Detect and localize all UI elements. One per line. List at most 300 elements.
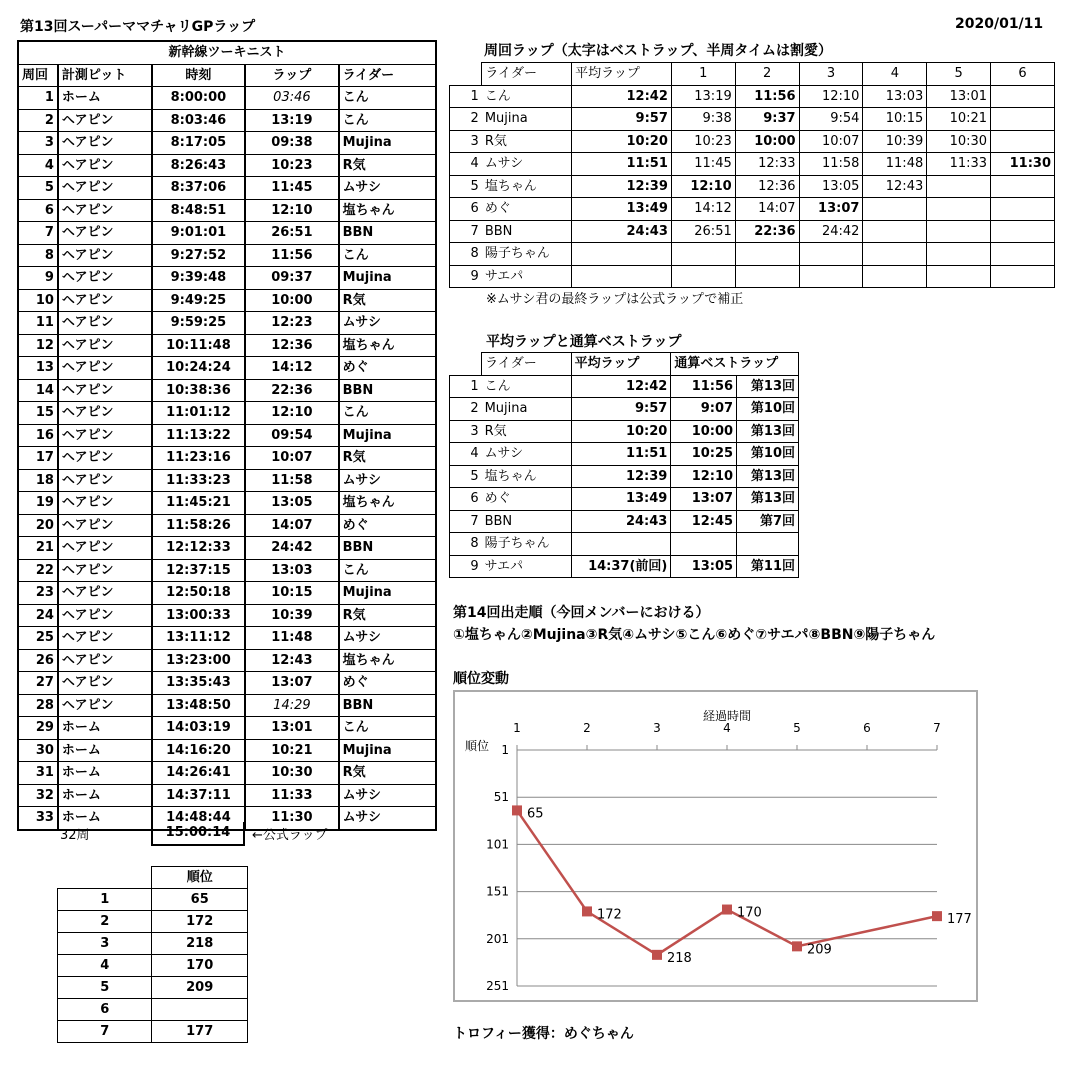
lbr-lap: 11:58 [799,153,863,176]
best-rider: ムサシ [482,443,572,466]
lap-row [18,492,436,515]
lap-clock-time: 12:12:33 [152,537,246,560]
lap-row [18,199,436,222]
lap-pit: ヘアピン [58,627,152,650]
lbr-no: 8 [450,243,482,266]
lap-row [18,582,436,605]
lap-rider: 塩ちゃん [339,492,436,515]
lbr-no: 5 [450,175,482,198]
lap-clock-time: 14:16:20 [152,739,246,762]
lbr-lap: 24:42 [799,220,863,243]
lbr-rider: めぐ [482,198,572,221]
lap-number: 30 [18,739,58,762]
lap-time: 13:01 [245,717,338,740]
rank-hour: 7 [58,1021,152,1043]
rank-point [512,805,522,815]
lbr-lap [927,175,991,198]
lbr-lap [927,243,991,266]
lap-number: 6 [18,199,58,222]
lap-pit: ヘアピン [58,357,152,380]
lap-pit: ホーム [58,762,152,785]
lap-rider: Mujina [339,267,436,290]
lap-pit: ヘアピン [58,132,152,155]
lap-row [18,447,436,470]
lap-number: 29 [18,717,58,740]
best-col-header: 平均ラップ [571,353,671,376]
lbr-lap: 22:36 [735,220,799,243]
rank-row [58,889,248,911]
rank-series-line [517,810,937,954]
lap-number: 1 [18,87,58,110]
lbr-lap: 13:19 [671,85,735,108]
best-lap: 12:45 [671,510,737,533]
lbr-lap [799,265,863,288]
lap-row [18,222,436,245]
lap-rider: BBN [339,379,436,402]
lap-number: 2 [18,109,58,132]
lbr-row [450,265,1055,288]
best-lap: 13:07 [671,488,737,511]
lap-rider: Mujina [339,132,436,155]
lbr-lap [991,198,1055,221]
best-avg: 24:43 [571,510,671,533]
rank-header: 順位 [152,867,248,889]
lap-clock-time: 10:11:48 [152,334,246,357]
best-no: 1 [450,375,482,398]
lbr-rider: R気 [482,130,572,153]
best-round: 第13回 [737,488,799,511]
lbr-lap: 13:05 [799,175,863,198]
best-rider: 塩ちゃん [482,465,572,488]
lap-time: 12:36 [245,334,338,357]
lbr-lap: 12:33 [735,153,799,176]
best-no: 9 [450,555,482,578]
lap-clock-time: 14:26:41 [152,762,246,785]
lbr-no: 3 [450,130,482,153]
lbr-avg [572,243,672,266]
lap-clock-time: 11:33:23 [152,469,246,492]
lap-pit: ヘアピン [58,604,152,627]
rank-data-label: 177 [947,912,972,928]
lap-pit: ヘアピン [58,469,152,492]
lap-number: 9 [18,267,58,290]
y-tick-label: 151 [486,884,509,899]
lbr-no: 7 [450,220,482,243]
lap-time: 11:56 [245,244,338,267]
lap-time: 13:19 [245,109,338,132]
lbr-lap: 11:33 [927,153,991,176]
lap-pit: ヘアピン [58,649,152,672]
lap-col-header: ラップ [245,64,338,87]
lbr-row [450,198,1055,221]
lap-rider: R気 [339,604,436,627]
lap-clock-time: 14:03:19 [152,717,246,740]
lap-clock-time: 13:00:33 [152,604,246,627]
lbr-rider: ムサシ [482,153,572,176]
lap-time: 14:07 [245,514,338,537]
rank-hour: 1 [58,889,152,911]
best-row [450,533,799,556]
lap-rider: こん [339,717,436,740]
lbr-avg: 10:20 [572,130,672,153]
lbr-lap: 10:30 [927,130,991,153]
lap-row [18,469,436,492]
rank-hour: 4 [58,955,152,977]
lbr-lap [735,243,799,266]
rank-point [652,950,662,960]
x-tick-label: 3 [653,721,661,735]
lap-row [18,717,436,740]
lap-rider: こん [339,559,436,582]
lap-rider: BBN [339,222,436,245]
lbr-row [450,243,1055,266]
best-table-title: 平均ラップと通算ベストラップ [486,334,682,350]
lap-clock-time: 10:38:36 [152,379,246,402]
y-tick-label: 101 [486,837,509,852]
lap-clock-time: 11:01:12 [152,402,246,425]
lbr-lap [927,220,991,243]
rank-section-title: 順位変動 [453,671,509,687]
lap-pit: ホーム [58,87,152,110]
lap-pit: ヘアピン [58,537,152,560]
lbr-lap: 9:37 [735,108,799,131]
lap-time: 10:07 [245,447,338,470]
lbr-lap: 9:38 [671,108,735,131]
lbr-lap: 13:01 [927,85,991,108]
next-order-title: 第14回出走順（今回メンバーにおける） [453,605,710,621]
lbr-lap: 12:10 [671,175,735,198]
lap-pit: ヘアピン [58,379,152,402]
lap-number: 21 [18,537,58,560]
best-no: 5 [450,465,482,488]
lap-row [18,244,436,267]
lbr-rider: BBN [482,220,572,243]
lap-clock-time: 9:39:48 [152,267,246,290]
rank-value: 172 [152,911,248,933]
lap-rider: ムサシ [339,469,436,492]
lap-time: 12:23 [245,312,338,335]
lap-time: 14:29 [245,694,338,717]
lbr-lap: 11:48 [863,153,927,176]
lap-row [18,312,436,335]
lap-number: 16 [18,424,58,447]
lap-clock-time: 8:00:00 [152,87,246,110]
best-row [450,555,799,578]
lap-rider: BBN [339,537,436,560]
lap-pit: ヘアピン [58,559,152,582]
lap-row [18,649,436,672]
lap-rider: R気 [339,289,436,312]
lap-pit: ヘアピン [58,672,152,695]
y-tick-label: 1 [501,743,509,757]
lap-number: 31 [18,762,58,785]
best-no: 3 [450,420,482,443]
lbr-row [450,85,1055,108]
lap-pit: ヘアピン [58,222,152,245]
lbr-rider: サエパ [482,265,572,288]
best-round: 第7回 [737,510,799,533]
best-row [450,375,799,398]
lbr-lap [863,198,927,221]
lbr-no: 6 [450,198,482,221]
lap-rider: めぐ [339,672,436,695]
lap-time: 14:12 [245,357,338,380]
y-tick-label: 251 [486,979,509,993]
lbr-row [450,175,1055,198]
x-axis-label: 経過時間 [702,709,752,723]
lbr-avg [572,265,672,288]
rank-value: 177 [152,1021,248,1043]
lap-time: 26:51 [245,222,338,245]
lap-number: 3 [18,132,58,155]
rank-table [57,866,248,1043]
lap-number: 18 [18,469,58,492]
rank-value: 218 [152,933,248,955]
best-rider: Mujina [482,398,572,421]
best-round: 第10回 [737,398,799,421]
lbr-lap [799,243,863,266]
lap-rider: こん [339,109,436,132]
lap-row [18,132,436,155]
lbr-lap [735,265,799,288]
lap-pit: ヘアピン [58,694,152,717]
lap-pit: ヘアピン [58,492,152,515]
lap-rider: ムサシ [339,312,436,335]
lap-rider: R気 [339,447,436,470]
lap-time: 24:42 [245,537,338,560]
best-avg: 11:51 [571,443,671,466]
x-tick-label: 6 [863,721,871,735]
lap-pit: ホーム [58,717,152,740]
lap-pit: ヘアピン [58,447,152,470]
lap-clock-time: 14:37:11 [152,784,246,807]
lbr-col-header: 平均ラップ [572,63,672,86]
lbr-lap: 10:39 [863,130,927,153]
lap-number: 5 [18,177,58,200]
lap-rider: Mujina [339,424,436,447]
best-table [449,352,799,578]
lap-time: 22:36 [245,379,338,402]
lbr-lap [671,243,735,266]
lbr-lap [927,265,991,288]
lbr-lap [927,198,991,221]
lap-clock-time: 12:37:15 [152,559,246,582]
lap-time: 10:39 [245,604,338,627]
lap-number: 26 [18,649,58,672]
lap-by-rider-title: 周回ラップ（太字はベストラップ、半周タイムは割愛） [484,43,833,59]
lap-time: 12:10 [245,199,338,222]
lap-row [18,424,436,447]
lbr-row [450,130,1055,153]
best-lap: 13:05 [671,555,737,578]
lap-time: 11:33 [245,784,338,807]
lbr-lap: 10:15 [863,108,927,131]
rank-hour: 2 [58,911,152,933]
best-row [450,510,799,533]
lbr-col-header: 3 [799,63,863,86]
lbr-lap: 10:00 [735,130,799,153]
lap-number: 12 [18,334,58,357]
lap-number: 14 [18,379,58,402]
lap-number: 25 [18,627,58,650]
lap-rider: こん [339,402,436,425]
lap-note: ※ムサシ君の最終ラップは公式ラップで補正 [486,292,744,307]
lap-clock-time: 13:48:50 [152,694,246,717]
lap-time: 11:48 [245,627,338,650]
lap-rider: Mujina [339,739,436,762]
lap-pit: ヘアピン [58,514,152,537]
lbr-lap: 10:23 [671,130,735,153]
lap-row [18,604,436,627]
lap-row [18,514,436,537]
lbr-no: 2 [450,108,482,131]
best-row [450,443,799,466]
lap-clock-time: 11:23:16 [152,447,246,470]
lap-time: 09:37 [245,267,338,290]
lap-number: 7 [18,222,58,245]
lbr-rider: 陽子ちゃん [482,243,572,266]
rank-row [58,933,248,955]
lap-number: 17 [18,447,58,470]
lap-row [18,267,436,290]
lap-time: 11:58 [245,469,338,492]
lap-row [18,739,436,762]
lbr-lap: 12:10 [799,85,863,108]
best-rider: サエパ [482,555,572,578]
lap-row [18,784,436,807]
lap-clock-time: 13:35:43 [152,672,246,695]
lap-number: 11 [18,312,58,335]
rank-point [722,905,732,915]
lap-time: 09:54 [245,424,338,447]
finish-note: ←公式ラップ [252,828,328,843]
lap-number: 23 [18,582,58,605]
rank-hour: 6 [58,999,152,1021]
lap-pit: ホーム [58,784,152,807]
y-tick-label: 51 [493,790,509,805]
lap-time: 11:45 [245,177,338,200]
best-rider: BBN [482,510,572,533]
lap-rider: 塩ちゃん [339,649,436,672]
best-col-header: 通算ベストラップ [671,353,799,376]
lbr-avg: 12:42 [572,85,672,108]
lap-rider: R気 [339,154,436,177]
lap-rider: R気 [339,762,436,785]
lbr-row [450,153,1055,176]
rank-data-label: 172 [597,907,622,923]
rank-chart-svg [455,692,976,1000]
rank-row [58,911,248,933]
lap-row [18,87,436,110]
lap-clock-time: 13:23:00 [152,649,246,672]
lbr-no: 9 [450,265,482,288]
lap-row [18,402,436,425]
best-no: 2 [450,398,482,421]
lbr-col-header: ライダー [482,63,572,86]
best-rider: めぐ [482,488,572,511]
lap-row [18,357,436,380]
lap-time: 13:05 [245,492,338,515]
lap-clock-time: 9:59:25 [152,312,246,335]
rank-data-label: 65 [527,806,544,822]
lap-time: 11:30 [245,807,338,830]
lap-by-rider-table [449,62,1055,288]
lap-rider: めぐ [339,514,436,537]
lap-pit: ヘアピン [58,199,152,222]
lap-col-header: 周回 [18,64,58,87]
rank-row [58,955,248,977]
best-row [450,420,799,443]
lbr-lap [863,220,927,243]
lap-number: 13 [18,357,58,380]
lap-number: 22 [18,559,58,582]
lap-rider: ムサシ [339,177,436,200]
lap-row [18,627,436,650]
lbr-col-header: 4 [863,63,927,86]
lap-rider: Mujina [339,582,436,605]
best-col-header: ライダー [482,353,572,376]
best-avg: 9:57 [571,398,671,421]
lap-table [17,40,437,831]
rank-hour: 3 [58,933,152,955]
rank-hour: 5 [58,977,152,999]
best-lap: 11:56 [671,375,737,398]
lbr-rider: 塩ちゃん [482,175,572,198]
lbr-col-header: 5 [927,63,991,86]
best-avg: 13:49 [571,488,671,511]
lbr-rider: こん [482,85,572,108]
lap-number: 28 [18,694,58,717]
lap-number: 8 [18,244,58,267]
lap-row [18,559,436,582]
lap-pit: ヘアピン [58,334,152,357]
lap-rider: ムサシ [339,627,436,650]
rank-value [152,999,248,1021]
lap-clock-time: 8:48:51 [152,199,246,222]
lbr-col-header: 1 [671,63,735,86]
lap-rider: めぐ [339,357,436,380]
lap-pit: ヘアピン [58,177,152,200]
lap-clock-time: 11:58:26 [152,514,246,537]
rank-point [582,906,592,916]
lap-rider: 塩ちゃん [339,334,436,357]
team-name: 新幹線ツーキニスト [18,41,436,64]
best-round: 第10回 [737,443,799,466]
best-no: 7 [450,510,482,533]
best-rider: R気 [482,420,572,443]
lbr-lap: 26:51 [671,220,735,243]
rank-data-label: 209 [807,942,832,958]
lap-rider: こん [339,87,436,110]
lap-time: 13:07 [245,672,338,695]
lap-clock-time: 9:27:52 [152,244,246,267]
best-row [450,465,799,488]
lap-clock-time: 11:45:21 [152,492,246,515]
x-tick-label: 7 [933,721,941,735]
lbr-lap: 10:07 [799,130,863,153]
lap-row [18,379,436,402]
lap-number: 27 [18,672,58,695]
rank-chart [453,690,978,1002]
lap-clock-time: 8:37:06 [152,177,246,200]
lbr-lap [863,243,927,266]
lbr-lap: 13:03 [863,85,927,108]
lap-pit: ヘアピン [58,289,152,312]
lap-row [18,109,436,132]
lap-clock-time: 8:03:46 [152,109,246,132]
best-rider: こん [482,375,572,398]
lbr-row [450,220,1055,243]
